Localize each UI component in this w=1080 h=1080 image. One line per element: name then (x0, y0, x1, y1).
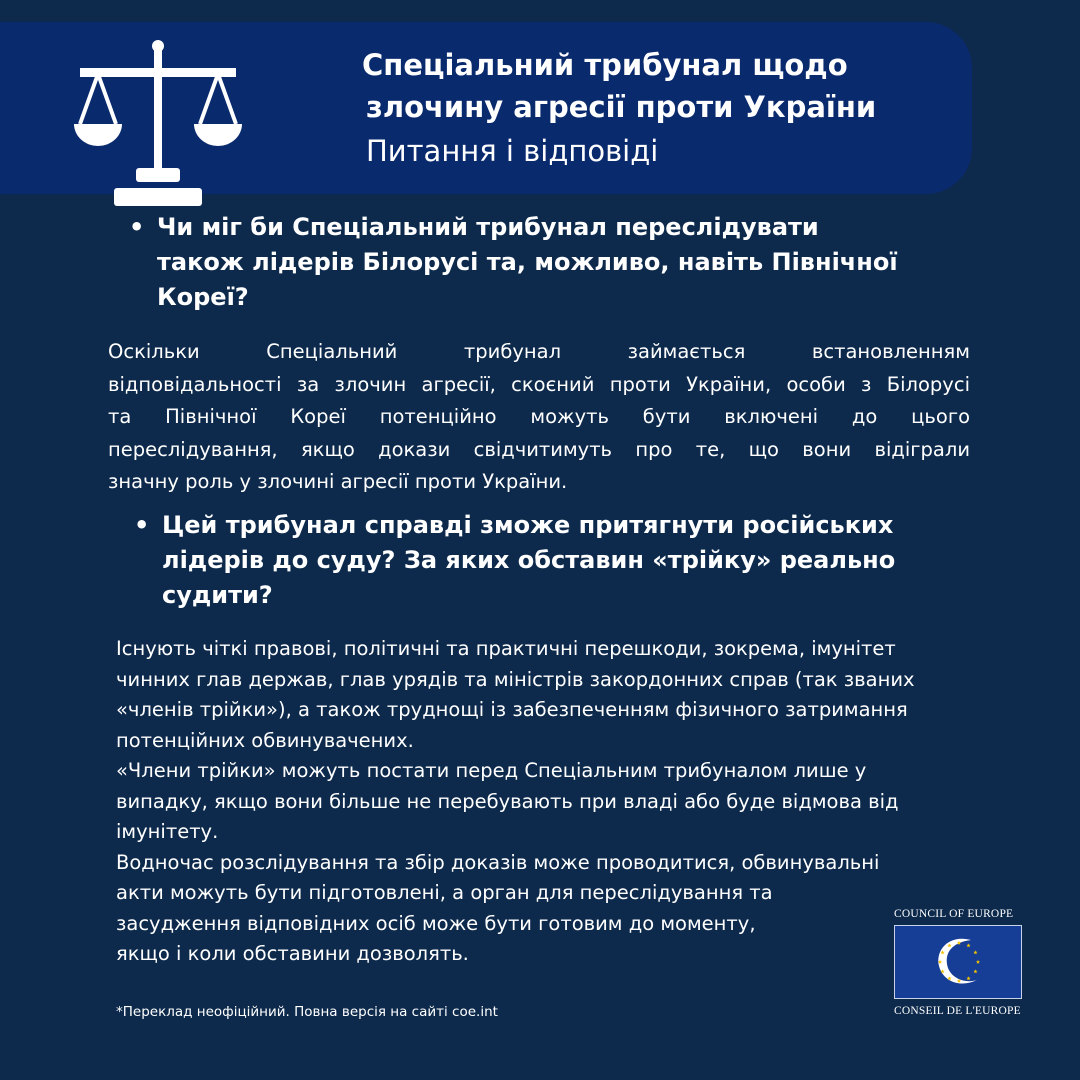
answer-1 (108, 336, 970, 499)
header-banner (0, 22, 972, 194)
question-2 (134, 508, 977, 613)
page-subtitle: Питання і відповіді (366, 134, 659, 168)
flag-star (976, 960, 980, 964)
bullet-icon: • (129, 213, 145, 241)
answer-2-line: «Члени трійки» можуть постати перед Спеціальним трибуналом лише у (116, 759, 867, 782)
council-of-europe-flag-icon (894, 925, 1022, 999)
answer-2-line: «членів трійки»), а також труднощі із забезпеченням фізичного затримання (116, 698, 908, 721)
answer-1-line: та Північної Кореї потенційно можуть бути включені до цього (108, 405, 970, 429)
answer-2-line: потенційних обвинувачених. (116, 728, 414, 752)
flag-star (973, 950, 977, 954)
answer-2-line: засудження відповідних осіб може бути готовим до моменту, (116, 911, 756, 935)
question-1 (129, 210, 977, 315)
bullet-icon: • (134, 511, 150, 539)
logo-text-english: COUNCIL OF EUROPE (894, 908, 1014, 920)
question-2-line: судити? (162, 581, 273, 609)
scales-of-justice-icon (70, 40, 246, 208)
page-title-line1: Спеціальний трибунал щодо (362, 48, 848, 82)
footnote: *Переклад неофіційний. Повна версія на сайті coe.int (116, 1004, 498, 1020)
question-2-line: Цей трибунал справді зможе притягнути російських (162, 511, 894, 539)
answer-1-line: переслідування, якщо докази свідчитимуть про те, що вони відіграли (108, 437, 970, 461)
answer-2-line: Існують чіткі правові, політичні та практичні перешкоди, зокрема, імунітет (116, 637, 896, 660)
answer-2-line: чинних глав держав, глав урядів та міністрів закордонних справ (так званих (116, 667, 915, 691)
logo-text-french: CONSEIL DE L'EUROPE (894, 1005, 1021, 1017)
flag-star (966, 943, 970, 947)
flag-star (966, 976, 970, 980)
answer-2 (116, 634, 976, 970)
header-text (362, 44, 962, 174)
question-2-line: лідерів до суду? За яких обставин «трійку» реально (162, 546, 896, 574)
answer-2-line: Водночас розслідування та збір доказів може проводитися, обвинувальні (116, 850, 880, 874)
question-1-line: також лідерів Білорусі та, можливо, навіть Північної (157, 248, 898, 276)
page-title-line2: злочину агресії проти України (366, 90, 877, 124)
question-1-line: Кореї? (157, 283, 249, 311)
flag-star (973, 969, 977, 973)
answer-1-line: Оскільки Спеціальний трибунал займається встановленням (108, 340, 970, 363)
answer-1-line: значну роль у злочині агресії проти України. (108, 470, 568, 494)
answer-2-line: імунітету. (116, 820, 219, 843)
answer-2-line: випадку, якщо вони більше не перебувають при владі або буде відмова від (116, 789, 899, 813)
answer-2-line: акти можуть бути підготовлені, а орган для переслідування та (116, 881, 773, 904)
answer-2-line: якщо і коли обставини дозволять. (116, 942, 469, 965)
question-1-line: Чи міг би Спеціальний трибунал переслідувати (157, 213, 819, 241)
answer-1-line: відповідальності за злочин агресії, скоєний проти України, особи з Білорусі (108, 372, 970, 396)
council-of-europe-logo[interactable] (894, 908, 1022, 1017)
